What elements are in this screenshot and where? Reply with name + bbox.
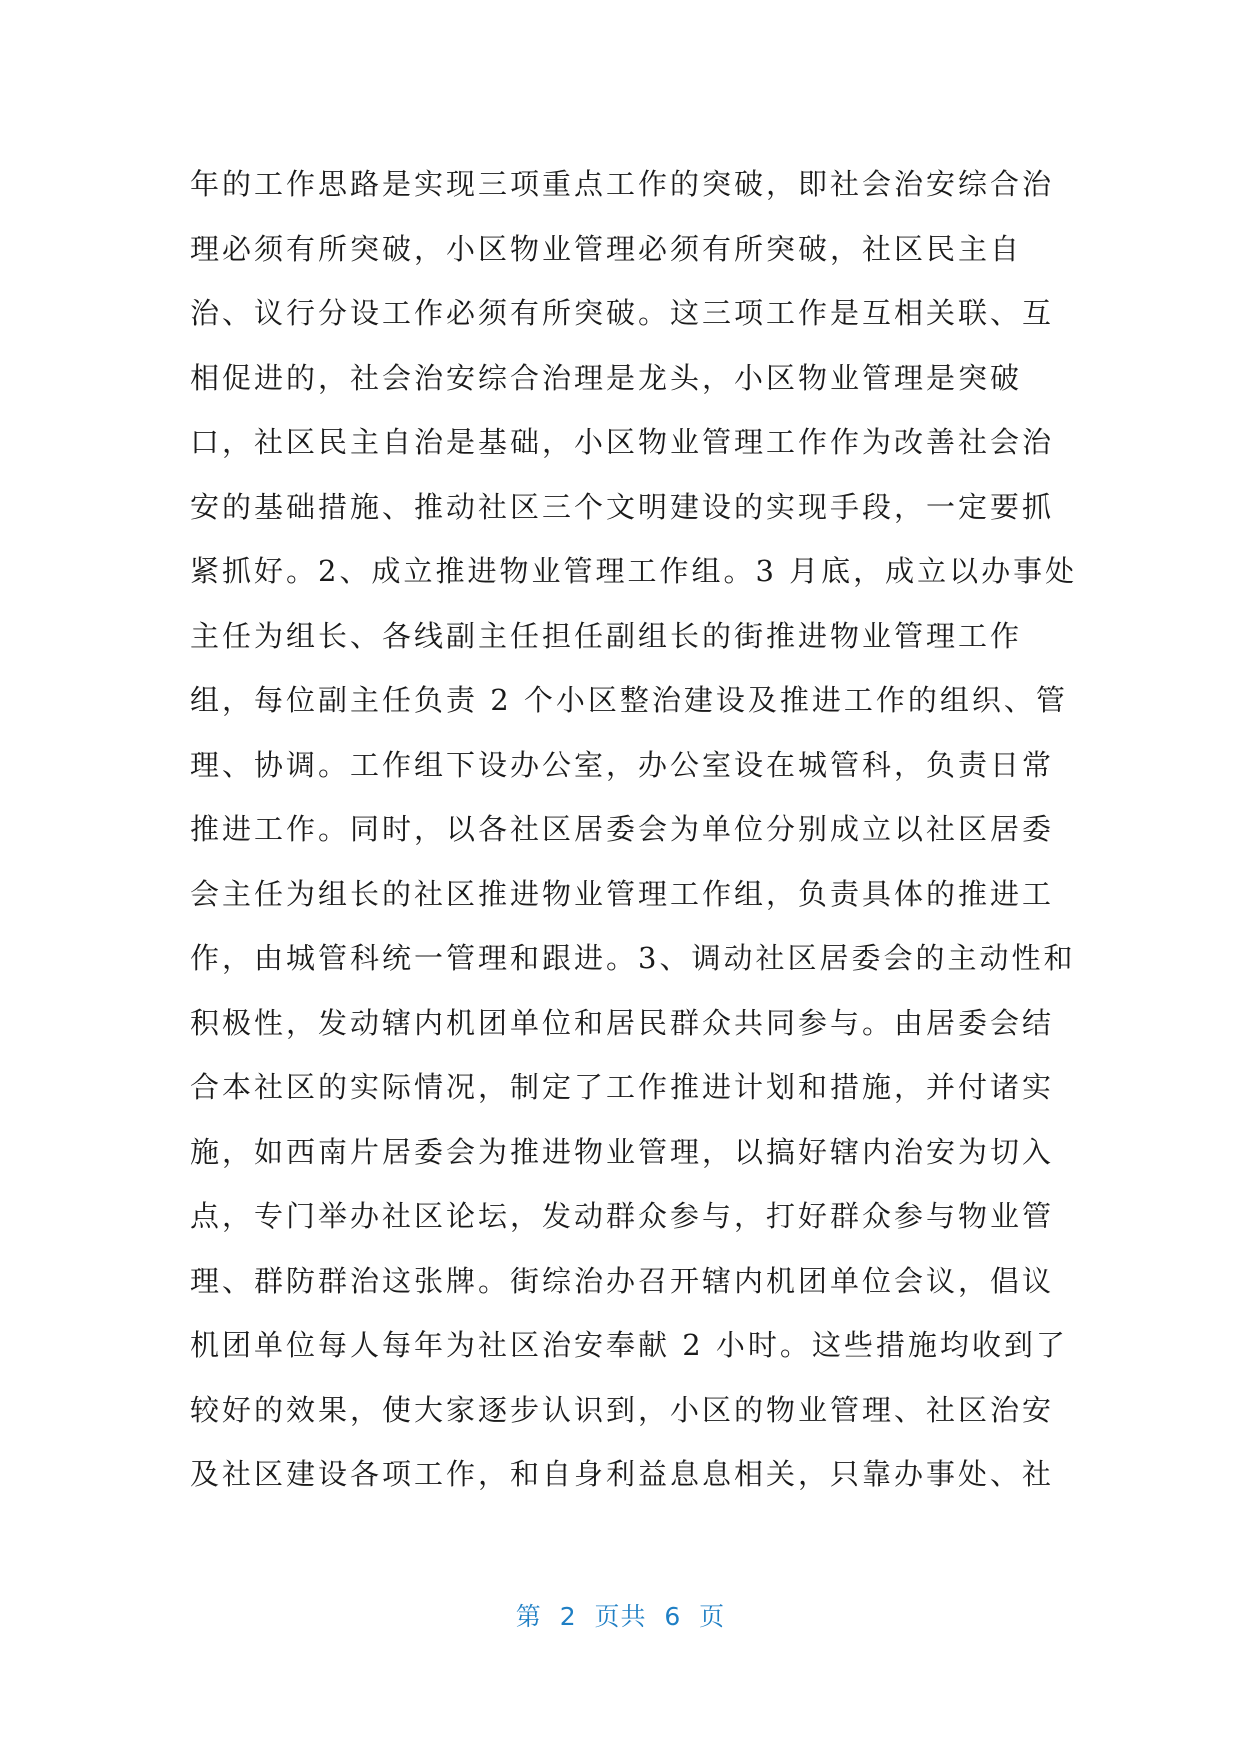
page-number-footer: 第 2 页共 6 页 [515, 1602, 726, 1631]
text-line: 相促进的，社会治安综合治理是龙头，小区物业管理是突破 [190, 360, 1023, 395]
text-line: 口，社区民主自治是基础，小区物业管理工作作为改善社会治 [190, 425, 1055, 459]
text-line: 机团单位每人每年为社区治安奉献 2 小时。这些措施均收到了 [190, 1328, 1068, 1362]
text-line: 组，每位副主任负责 2 个小区整治建设及推进工作的组织、管 [190, 683, 1068, 717]
text-line: 及社区建设各项工作，和自身利益息息相关，只靠办事处、社 [190, 1457, 1055, 1491]
text-line: 理、群防群治这张牌。街综治办召开辖内机团单位会议，倡议 [190, 1263, 1055, 1298]
text-line: 理必须有所突破，小区物业管理必须有所突破，社区民主自 [190, 231, 1023, 266]
text-line: 推进工作。同时，以各社区居委会为单位分别成立以社区居委 [190, 812, 1055, 846]
text-line: 作，由城管科统一管理和跟进。3、调动社区居委会的主动性和 [190, 941, 1076, 975]
text-line: 治、议行分设工作必须有所突破。这三项工作是互相关联、互 [190, 296, 1055, 330]
text-line: 理、协调。工作组下设办公室，办公室设在城管科，负责日常 [190, 747, 1055, 782]
text-line: 紧抓好。2、成立推进物业管理工作组。3 月底，成立以办事处 [190, 554, 1078, 588]
text-line: 合本社区的实际情况，制定了工作推进计划和措施，并付诸实 [190, 1070, 1055, 1104]
text-line: 较好的效果，使大家逐步认识到，小区的物业管理、社区治安 [190, 1392, 1055, 1427]
text-line: 会主任为组长的社区推进物业管理工作组，负责具体的推进工 [190, 876, 1055, 911]
text-line: 点，专门举办社区论坛，发动群众参与，打好群众参与物业管 [190, 1199, 1055, 1233]
text-line: 主任为组长、各线副主任担任副组长的街推进物业管理工作 [190, 618, 1023, 653]
text-line: 年的工作思路是实现三项重点工作的突破，即社会治安综合治 [190, 167, 1055, 201]
text-line: 积极性，发动辖内机团单位和居民群众共同参与。由居委会结 [190, 1005, 1055, 1040]
text-line: 施，如西南片居委会为推进物业管理，以搞好辖内治安为切入 [190, 1134, 1055, 1169]
text-line: 安的基础措施、推动社区三个文明建设的实现手段，一定要抓 [190, 489, 1055, 524]
body-text [190, 152, 1078, 1507]
